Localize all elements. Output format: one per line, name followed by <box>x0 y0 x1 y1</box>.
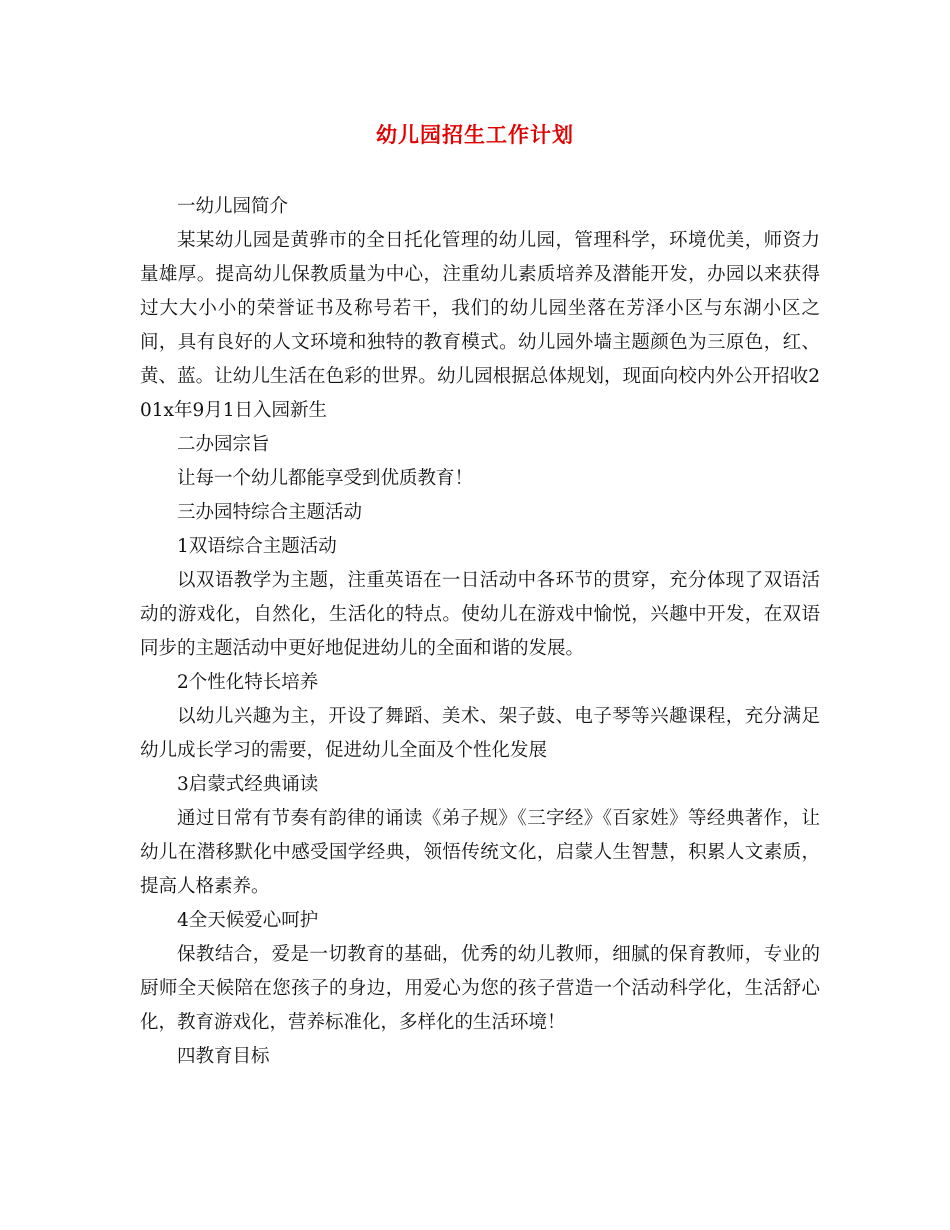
body-paragraph: 让每一个幼儿都能享受到优质教育！ <box>177 468 474 489</box>
section-heading: 四教育目标 <box>177 1046 270 1067</box>
body-paragraph: 以幼儿兴趣为主，开设了舞蹈、美术、架子鼓、电子琴等兴趣课程，充分满足幼儿成长学习的需要，促进幼儿全面及个性化发展 <box>140 706 820 761</box>
body-paragraph: 以双语教学为主题，注重英语在一日活动中各环节的贯穿，充分体现了双语活动的游戏化，自然化，生活化的特点。使幼儿在游戏中愉悦，兴趣中开发，在双语同步的主题活动中更好地促进幼儿的全面和谐的发展。 <box>140 570 820 659</box>
section-heading: 三办园特综合主题活动 <box>177 502 363 523</box>
subsection-heading: 2个性化特长培养 <box>177 672 319 693</box>
body-paragraph: 某某幼儿园是黄骅市的全日托化管理的幼儿园，管理科学，环境优美，师资力量雄厚。提高幼儿保教质量为中心，注重幼儿素质培养及潜能开发，办园以来获得过大大小小的荣誉证书及称号若干，我们的幼儿园坐落在芳泽小区与东湖小区之间，具有良好的人文环境和独特的教育模式。幼儿园外墙主题颜色为三原色，红、黄、蓝。让幼儿生活在色彩的世界。幼儿园根据总体规划，现面向校内外公开招收201x年9月1日入园新生 <box>140 230 820 421</box>
section-heading: 一幼儿园简介 <box>177 196 289 217</box>
section-heading: 二办园宗旨 <box>177 434 270 455</box>
document-body <box>140 190 820 1074</box>
body-paragraph: 保教结合，爱是一切教育的基础，优秀的幼儿教师，细腻的保育教师，专业的厨师全天候陪在您孩子的身边，用爱心为您的孩子营造一个活动科学化，生活舒心化，教育游戏化，营养标准化，多样化的生活环境！ <box>140 944 820 1033</box>
subsection-heading: 1双语综合主题活动 <box>177 536 337 557</box>
body-paragraph: 通过日常有节奏有韵律的诵读《弟子规》《三字经》《百家姓》等经典著作，让幼儿在潜移默化中感受国学经典，领悟传统文化，启蒙人生智慧，积累人文素质，提高人格素养。 <box>140 808 820 897</box>
subsection-heading: 4全天候爱心呵护 <box>177 910 319 931</box>
subsection-heading: 3启蒙式经典诵读 <box>177 774 319 795</box>
document-title: 幼儿园招生工作计划 <box>376 122 574 147</box>
